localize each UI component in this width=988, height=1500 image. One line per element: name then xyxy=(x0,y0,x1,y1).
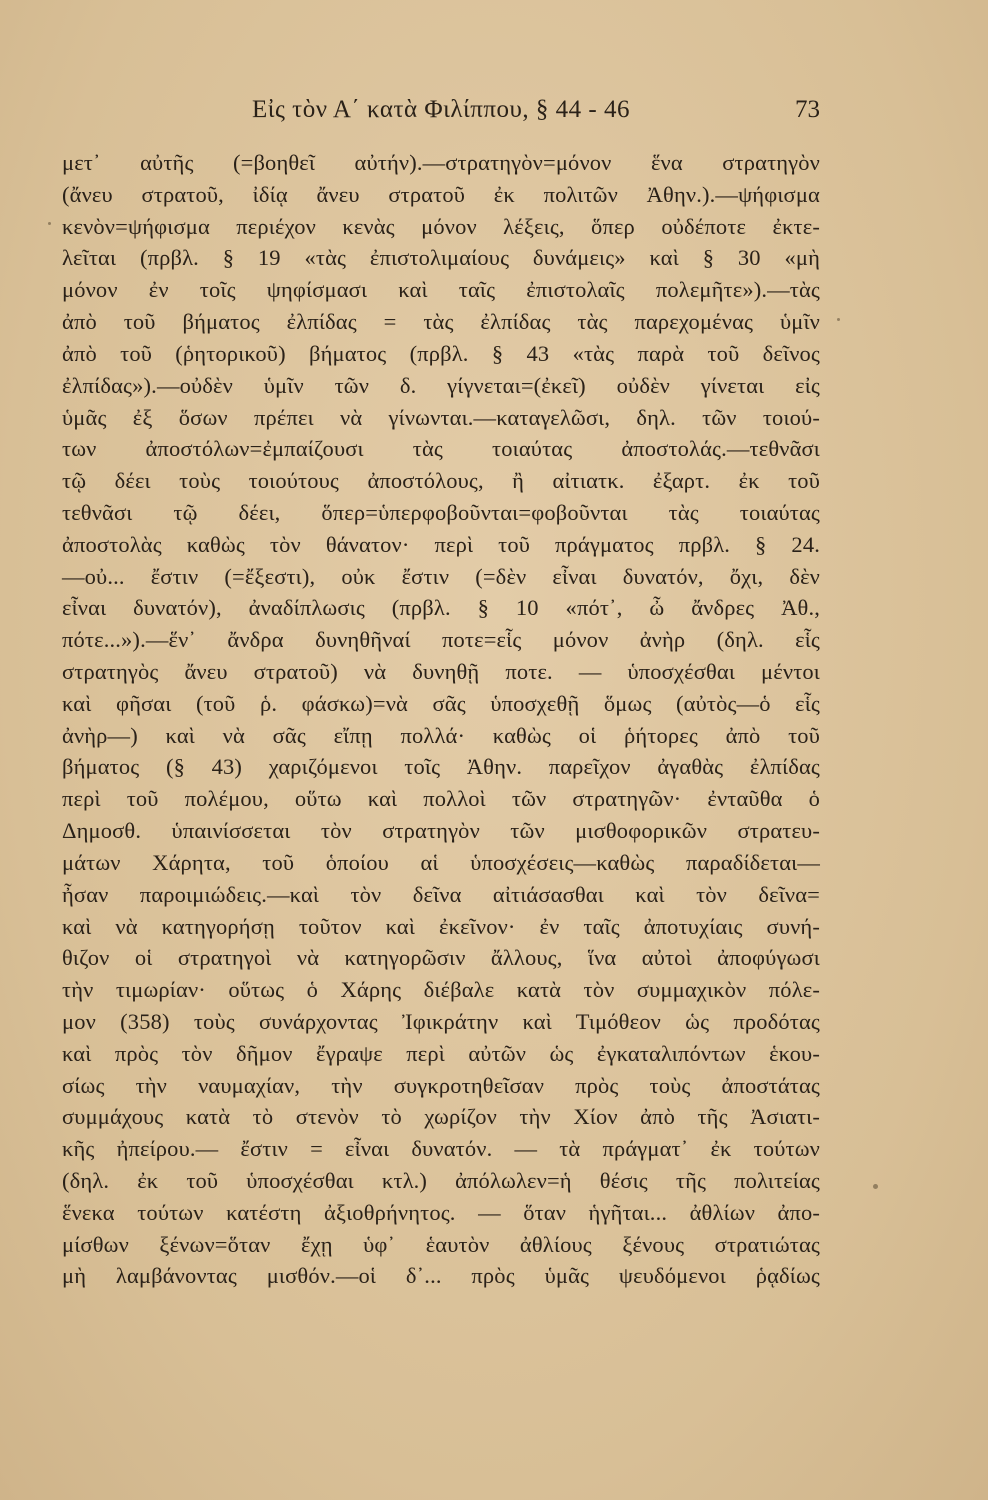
text-line: (ἄνευ στρατοῦ, ἰδίᾳ ἄνευ στρατοῦ ἐκ πολιτῶν Ἀθην.).—ψήφισμα xyxy=(62,181,820,207)
text-line: μόνον ἐν τοῖς ψηφίσμασι καὶ ταῖς ἐπιστολαῖς πολεμῆτε»).—τὰς xyxy=(62,277,820,303)
running-title: Εἰς τὸν Α΄ κατὰ Φιλίππου, § 44 - 46 xyxy=(252,96,630,123)
page-number: 73 xyxy=(795,96,820,123)
text-line: στρατηγὸς ἄνευ στρατοῦ) νὰ δυνηθῇ ποτε. — ὑποσχέσθαι μέντοι xyxy=(62,659,820,684)
page-header xyxy=(62,92,820,128)
text-line: ὑμᾶς ἐξ ὅσων πρέπει νὰ γίνωνται.—καταγελῶσι, δηλ. τῶν τοιού- xyxy=(62,404,820,430)
text-line: τὴν τιμωρίαν· οὕτως ὁ Χάρης διέβαλε κατὰ τὸν συμμαχικὸν πόλε- xyxy=(62,977,820,1003)
text-line: μον (358) τοὺς συνάρχοντας Ἰφικράτην καὶ Τιμόθεον ὡς προδότας xyxy=(62,1008,820,1034)
text-line: βήματος (§ 43) χαριζόμενοι τοῖς Ἀθην. παρεῖχον ἀγαθὰς ἐλπίδας xyxy=(62,754,820,780)
text-line: τῷ δέει τοὺς τοιούτους ἀποστόλους, ἢ αἰτιατκ. ἐξαρτ. ἐκ τοῦ xyxy=(62,468,820,494)
text-line: καὶ νὰ κατηγορήσῃ τοῦτον καὶ ἐκεῖνον· ἐν ταῖς ἀποτυχίαις συνή- xyxy=(62,913,820,939)
text-line: μάτων Χάρητα, τοῦ ὁποίου αἱ ὑποσχέσεις—καθὼς παραδίδεται— xyxy=(62,849,820,875)
text-line: καὶ φῆσαι (τοῦ ῥ. φάσκω)=νὰ σᾶς ὑποσχεθῇ ὅμως (αὐτὸς—ὁ εἷς xyxy=(62,690,820,716)
text-line: συμμάχους κατὰ τὸ στενὸν τὸ χωρίζον τὴν Χίον ἀπὸ τῆς Ἀσιατι- xyxy=(62,1104,820,1130)
text-line: καὶ πρὸς τὸν δῆμον ἔγραψε περὶ αὐτῶν ὡς ἐγκαταλιπόντων ἑκου- xyxy=(62,1040,820,1066)
text-line: ἦσαν παροιμιώδεις.—καὶ τὸν δεῖνα αἰτιάσασθαι καὶ τὸν δεῖνα= xyxy=(62,881,820,907)
text-line: ἀπὸ τοῦ βήματος ἐλπίδας = τὰς ἐλπίδας τὰς παρεχομένας ὑμῖν xyxy=(62,309,820,335)
text-line: εἶναι δυνατόν), ἀναδίπλωσις (πρβλ. § 10 «πότ᾽, ὦ ἄνδρες Ἀθ., xyxy=(62,595,820,621)
text-line: μίσθων ξένων=ὅταν ἔχῃ ὑφ᾽ ἑαυτὸν ἀθλίους ξένους στρατιώτας xyxy=(62,1231,820,1257)
text-line: λεῖται (πρβλ. § 19 «τὰς ἐπιστολιμαίους δυνάμεις» καὶ § 30 «μὴ xyxy=(62,245,820,271)
text-line: κῆς ἠπείρου.— ἔστιν = εἶναι δυνατόν. — τὰ πράγματ᾽ ἐκ τούτων xyxy=(62,1136,820,1162)
paper-speck xyxy=(48,222,51,225)
text-line: κενὸν=ψήφισμα περιέχον κενὰς μόνον λέξεις, ὅπερ οὐδέποτε ἐκτε- xyxy=(62,213,820,239)
paper-speck xyxy=(837,318,840,321)
text-line: πότε...»).—ἕν᾽ ἄνδρα δυνηθῆναί ποτε=εἷς μόνον ἀνὴρ (δηλ. εἷς xyxy=(62,627,820,653)
text-line: σίως τὴν ναυμαχίαν, τὴν συγκροτηθεῖσαν πρὸς τοὺς ἀποστάτας xyxy=(62,1072,820,1098)
paper-speck xyxy=(873,1184,878,1189)
text-line: (δηλ. ἐκ τοῦ ὑποσχέσθαι κτλ.) ἀπόλωλεν=ἡ θέσις τῆς πολιτείας xyxy=(62,1168,820,1193)
text-line: ἀποστολὰς καθὼς τὸν θάνατον· περὶ τοῦ πράγματος πρβλ. § 24. xyxy=(62,531,820,557)
text-line: περὶ τοῦ πολέμου, οὕτω καὶ πολλοὶ τῶν στρατηγῶν· ἐνταῦθα ὁ xyxy=(62,786,820,812)
text-line: μὴ λαμβάνοντας μισθόν.—οἱ δ᾽... πρὸς ὑμᾶς ψευδόμενοι ῥᾳδίως xyxy=(62,1263,820,1289)
text-line: ἕνεκα τούτων κατέστη ἀξιοθρήνητος. — ὅταν ἡγῆται... ἀθλίων ἀπο- xyxy=(62,1199,820,1225)
text-line: ἀνὴρ—) καὶ νὰ σᾶς εἴπῃ πολλά· καθὼς οἱ ῥήτορες ἀπὸ τοῦ xyxy=(62,722,820,748)
text-line: ἀπὸ τοῦ (ῥητορικοῦ) βήματος (πρβλ. § 43 «τὰς παρὰ τοῦ δεῖνος xyxy=(62,340,820,366)
text-line: θιζον οἱ στρατηγοὶ νὰ κατηγορῶσιν ἄλλους, ἵνα αὐτοὶ ἀποφύγωσι xyxy=(62,945,820,971)
text-line: ἐλπίδας»).—οὐδὲν ὑμῖν τῶν δ. γίγνεται=(ἐκεῖ) οὐδὲν γίνεται εἰς xyxy=(62,372,820,398)
commentary-text xyxy=(62,147,820,1292)
text-line: των ἀποστόλων=ἐμπαίζουσι τὰς τοιαύτας ἀποστολάς.—τεθνᾶσι xyxy=(62,436,820,462)
text-line: Δημοσθ. ὑπαινίσσεται τὸν στρατηγὸν τῶν μισθοφορικῶν στρατευ- xyxy=(62,818,820,844)
text-line: τεθνᾶσι τῷ δέει, ὅπερ=ὑπερφοβοῦνται=φοβοῦνται τὰς τοιαύτας xyxy=(62,499,820,525)
text-line: —οὐ... ἔστιν (=ἔξεστι), οὐκ ἔστιν (=δὲν εἶναι δυνατόν, ὄχι, δὲν xyxy=(62,563,820,589)
text-line: μετ᾽ αὐτῆς (=βοηθεῖ αὐτήν).—στρατηγὸν=μόνον ἕνα στρατηγὸν xyxy=(62,150,820,175)
